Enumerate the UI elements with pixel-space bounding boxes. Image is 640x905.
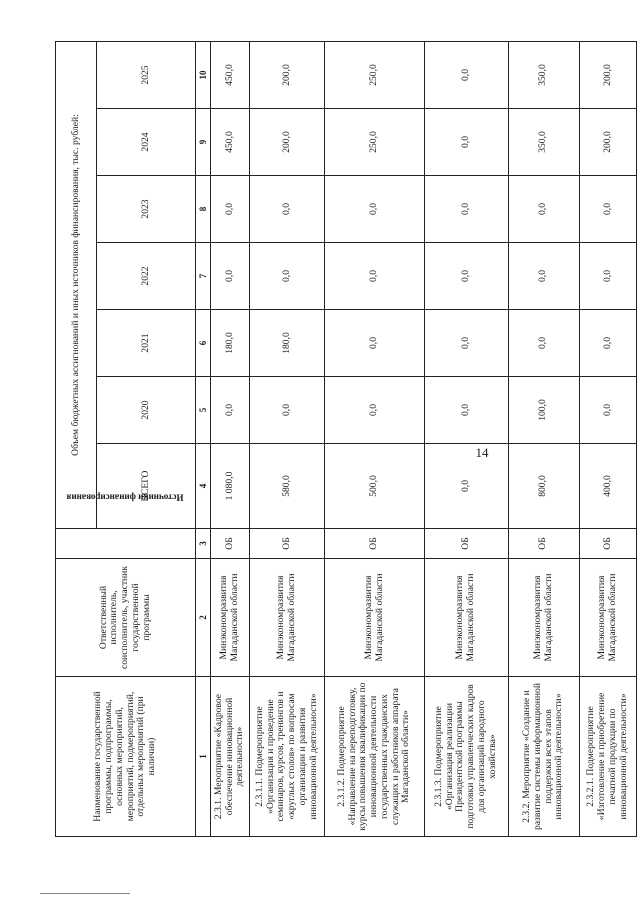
row-value: 0,0 [424, 310, 508, 377]
row-executor: Минэкономразвития Магаданской области [424, 559, 508, 677]
row-value: 0,0 [325, 310, 424, 377]
row-source: ОБ [579, 529, 636, 559]
row-total: 580,0 [249, 444, 324, 529]
header-year: 2020 [96, 377, 195, 444]
row-value: 100,0 [508, 377, 579, 444]
row-value: 0,0 [579, 243, 636, 310]
row-value: 0,0 [508, 310, 579, 377]
column-number-row [196, 41, 211, 836]
row-name: 2.3.2. Мероприятие «Создание и развитие системы информационной поддержки всех этапов инновационной деятельности» [508, 677, 579, 837]
column-number: 5 [196, 377, 211, 444]
row-executor: Минэкономразвития Магаданской области [211, 559, 250, 677]
row-value: 350,0 [508, 109, 579, 176]
row-value: 180,0 [249, 310, 324, 377]
row-executor: Минэкономразвития Магаданской области [249, 559, 324, 677]
column-number: 2 [196, 559, 211, 677]
column-number: 1 [196, 677, 211, 837]
rotated-table-wrapper [55, 42, 637, 837]
row-value: 0,0 [508, 243, 579, 310]
row-value: 0,0 [325, 243, 424, 310]
row-value: 0,0 [325, 176, 424, 243]
header-source-text: Источники финансирования [66, 492, 184, 503]
header-year: 2023 [96, 176, 195, 243]
row-value: 250,0 [325, 41, 424, 108]
row-value: 0,0 [211, 243, 250, 310]
row-value: 180,0 [211, 310, 250, 377]
row-value: 200,0 [249, 41, 324, 108]
row-name: 2.3.2.1. Подмероприятие «Изготовление и приобретение печатной продукции по инновационной деятельности» [579, 677, 636, 837]
row-value: 0,0 [211, 176, 250, 243]
table-row [325, 41, 424, 836]
row-value: 200,0 [579, 109, 636, 176]
row-value: 0,0 [325, 377, 424, 444]
row-value: 250,0 [325, 109, 424, 176]
column-number: 7 [196, 243, 211, 310]
row-name: 2.3.1.1. Подмероприятие «Организация и проведение семинаров, курсов, тренингов и «круглых столов» по вопросам организации и развития инновационной деятельности» [249, 677, 324, 837]
row-value: 200,0 [579, 41, 636, 108]
header-row-1 [56, 41, 97, 836]
table-row [579, 41, 636, 836]
row-name: 2.3.1.2. Подмероприятие «Направление на переподготовку, курсы повышения квалификации по инновационной деятельности государственных гражданских служащих и работников аппарата Магаданской области» [325, 677, 424, 837]
row-executor: Минэкономразвития Магаданской области [325, 559, 424, 677]
column-number: 10 [196, 41, 211, 108]
budget-table [55, 41, 637, 837]
header-total: ВСЕГО [96, 444, 195, 529]
row-value: 0,0 [424, 377, 508, 444]
row-value: 450,0 [211, 41, 250, 108]
row-name: 2.3.1.3. Подмероприятие «Организация реализации Президентской программы подготовки управленческих кадров для организаций народного хозяйства» [424, 677, 508, 837]
row-executor: Минэкономразвития Магаданской области [579, 559, 636, 677]
row-value: 0,0 [211, 377, 250, 444]
row-value: 0,0 [579, 310, 636, 377]
row-total: 500,0 [325, 444, 424, 529]
row-value: 0,0 [424, 176, 508, 243]
header-funding: Объем бюджетных ассигнований и иных источников финансирования, тыс. рублей: [56, 41, 97, 528]
row-value: 200,0 [249, 109, 324, 176]
table-row [424, 41, 508, 836]
row-executor: Минэкономразвития Магаданской области [508, 559, 579, 677]
row-name: 2.3.1. Мероприятие «Кадровое обеспечение инновационной деятельности» [211, 677, 250, 837]
row-source: ОБ [424, 529, 508, 559]
header-year: 2021 [96, 310, 195, 377]
row-value: 0,0 [249, 377, 324, 444]
row-value: 450,0 [211, 109, 250, 176]
header-year: 2025 [96, 41, 195, 108]
table-row [211, 41, 250, 836]
header-year: 2022 [96, 243, 195, 310]
row-value: 0,0 [424, 243, 508, 310]
table-row [508, 41, 579, 836]
column-number: 9 [196, 109, 211, 176]
row-value: 350,0 [508, 41, 579, 108]
column-number: 8 [196, 176, 211, 243]
column-number: 3 [196, 529, 211, 559]
row-source: ОБ [211, 529, 250, 559]
header-name: Наименование государственной программы, подпрограммы, основных мероприятий, мероприятий, подмероприятий, отдельных мероприятий (при наличии) [56, 677, 196, 837]
page-number: 14 [475, 445, 489, 460]
row-total: 0,0 [424, 444, 508, 529]
row-value: 0,0 [579, 377, 636, 444]
row-source: ОБ [325, 529, 424, 559]
table-row [249, 41, 324, 836]
row-value: 0,0 [249, 243, 324, 310]
table-body [56, 41, 637, 836]
footer-rule [40, 893, 130, 894]
header-year: 2024 [96, 109, 195, 176]
row-total: 1 080,0 [211, 444, 250, 529]
column-number: 6 [196, 310, 211, 377]
row-value: 0,0 [579, 176, 636, 243]
header-source [56, 492, 196, 559]
row-value: 0,0 [424, 41, 508, 108]
row-total: 800,0 [508, 444, 579, 529]
row-value: 0,0 [424, 109, 508, 176]
row-value: 0,0 [508, 176, 579, 243]
column-number: 4 [196, 444, 211, 529]
row-value: 0,0 [249, 176, 324, 243]
row-source: ОБ [249, 529, 324, 559]
row-total: 400,0 [579, 444, 636, 529]
header-executor: Ответственный исполнитель, соисполнитель, участник государственной программы [56, 559, 196, 677]
row-source: ОБ [508, 529, 579, 559]
